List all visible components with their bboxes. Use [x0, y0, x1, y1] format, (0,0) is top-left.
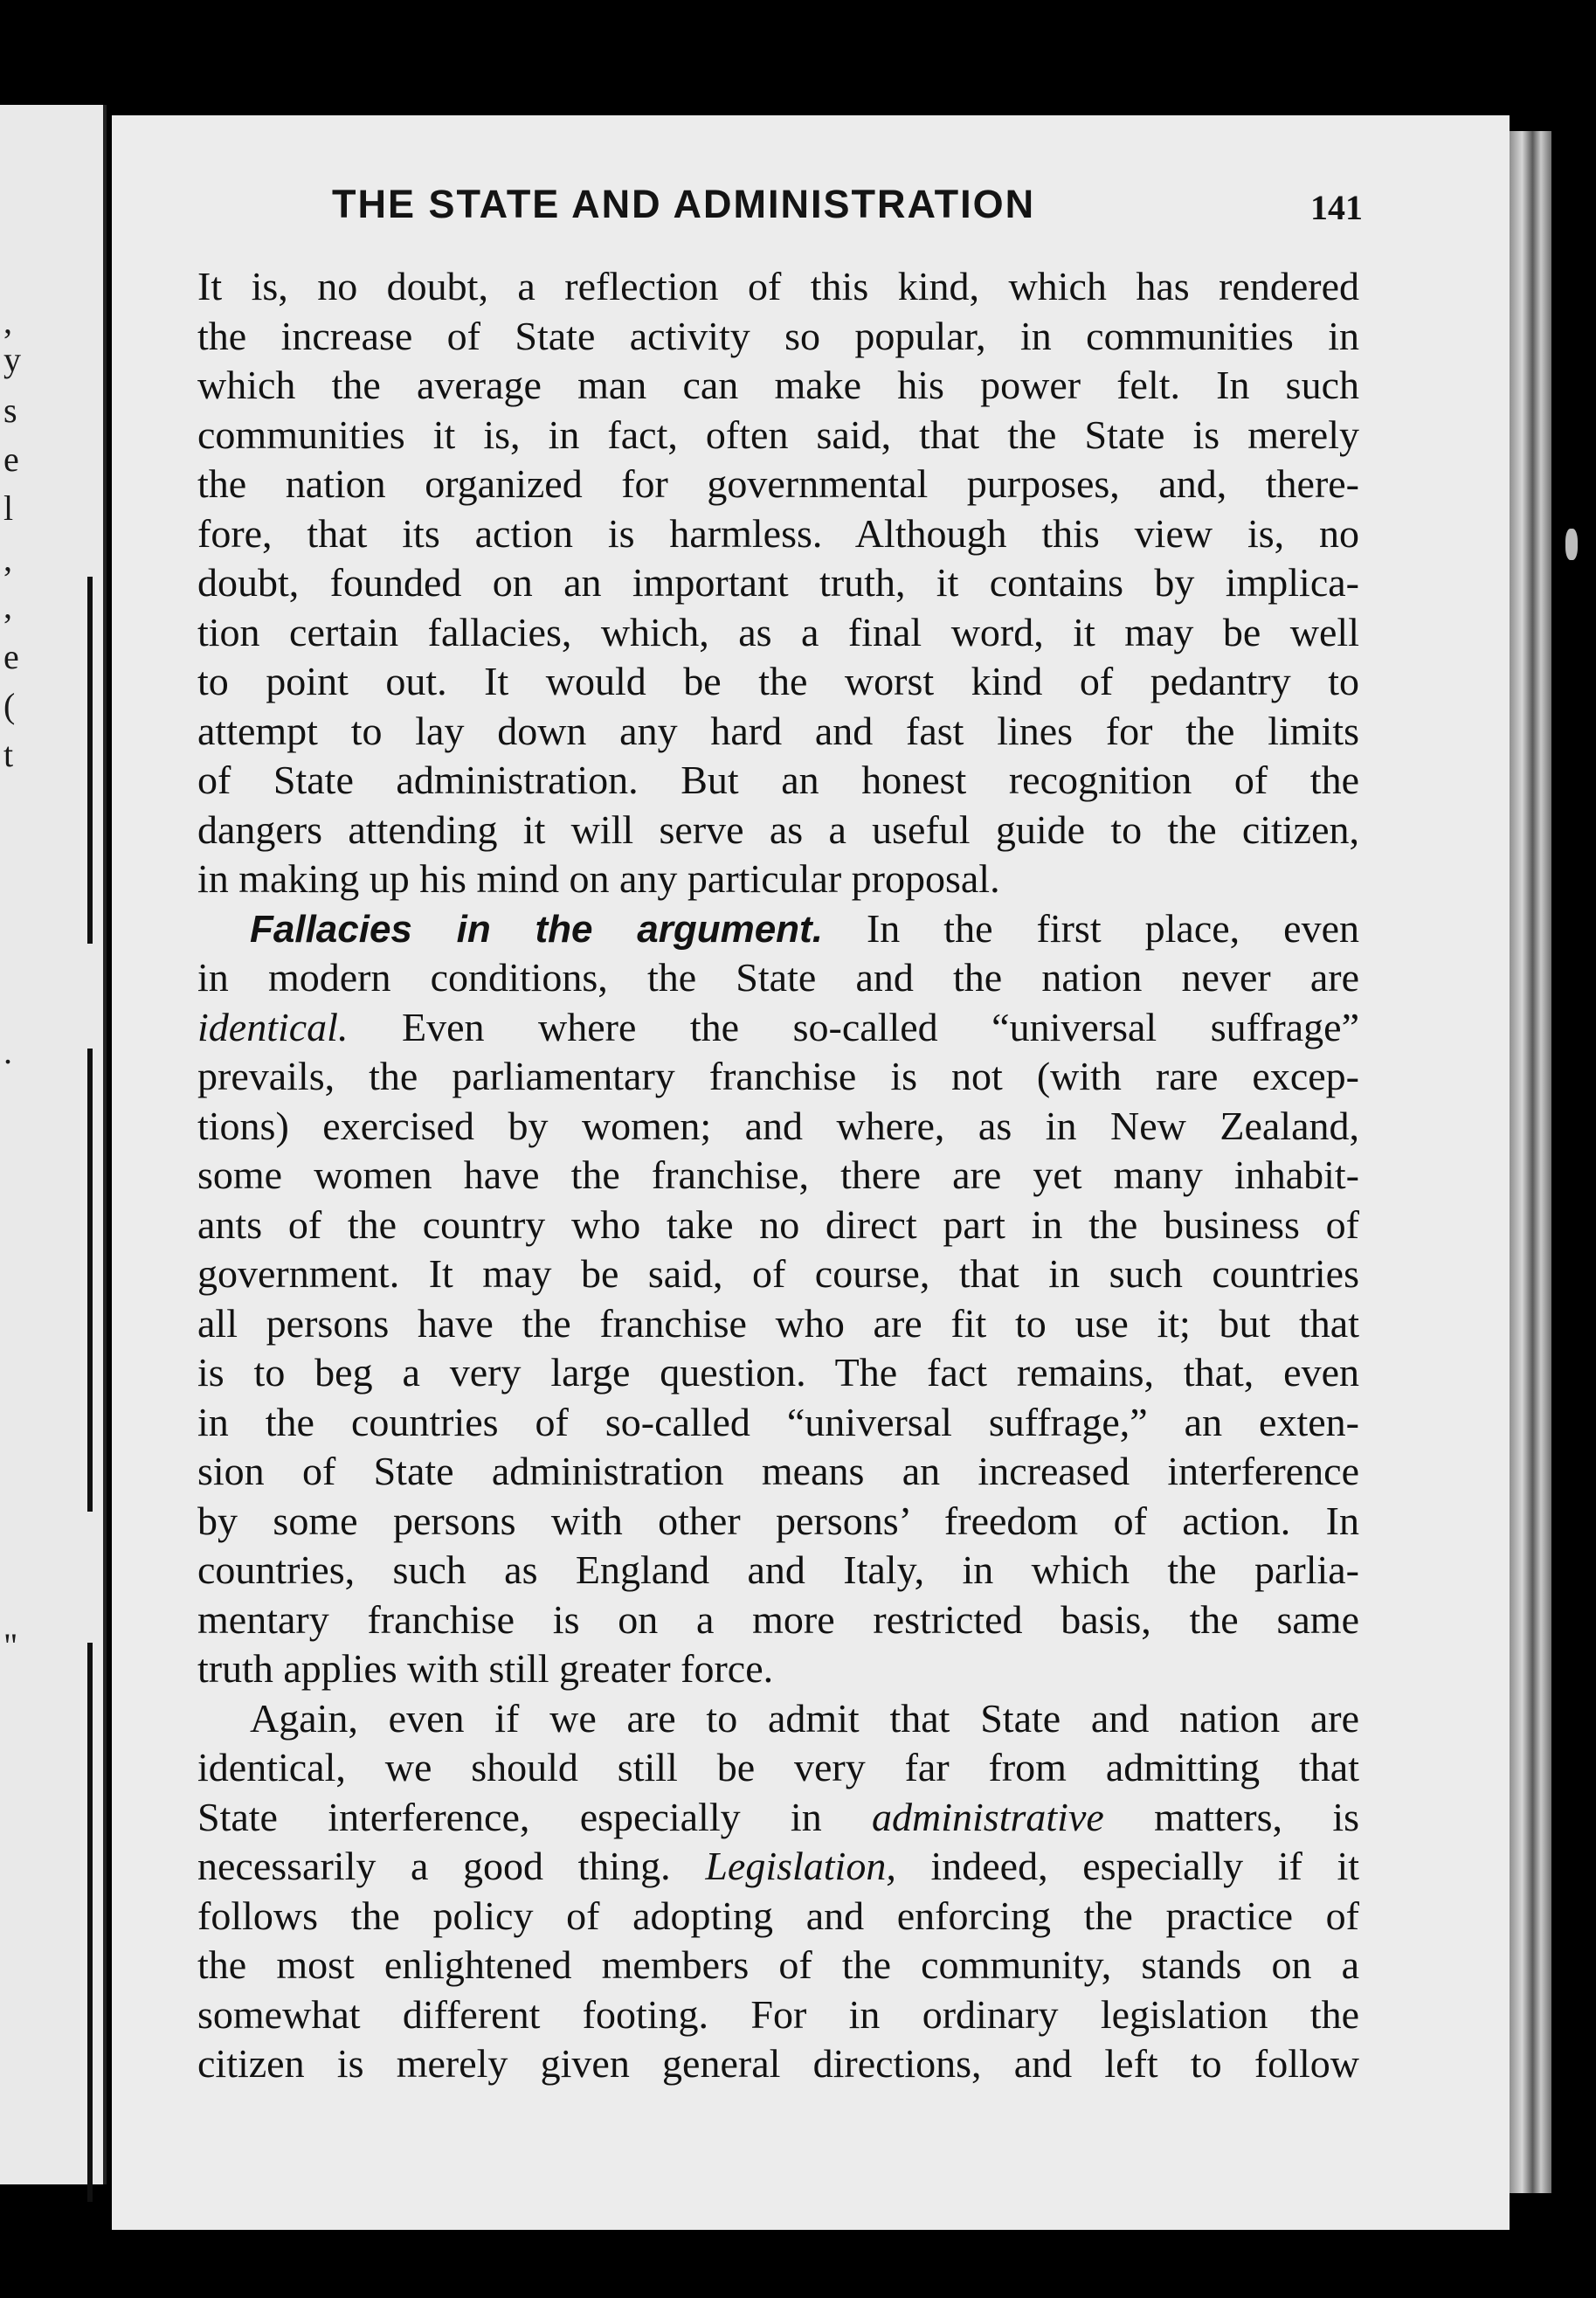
running-title: THE STATE AND ADMINISTRATION [332, 182, 1036, 226]
text-line: in modern conditions, the State and the nation never are [197, 955, 1359, 1000]
text-line: the increase of State activity so popular, in communities in [197, 313, 1359, 358]
text-line [197, 1003, 1359, 1053]
text-line: countries, such as England and Italy, in which the parlia- [197, 1547, 1359, 1592]
margin-fragment: , [3, 539, 12, 578]
text-line: tion certain fallacies, which, as a final word, it may be well [197, 609, 1359, 654]
margin-fragment: e [3, 637, 19, 676]
text-line: the nation organized for governmental purposes, and, there- [197, 461, 1359, 506]
page-number: 141 [1310, 188, 1363, 227]
previous-page-edge [0, 105, 107, 2184]
text-line: Again, even if we are to admit that State and nation are [250, 1695, 1359, 1741]
margin-fragment: . [3, 1032, 12, 1071]
margin-fragment: s [3, 391, 17, 430]
emphasis-text: administrative [872, 1794, 1104, 1839]
text-line: attempt to lay down any hard and fast lines for the limits [197, 708, 1359, 753]
margin-fragment: ( [3, 686, 16, 725]
text-run: matters, is [1154, 1794, 1359, 1839]
text-line: of State administration. But an honest recognition of the [197, 758, 1359, 802]
text-line: dangers attending it will serve as a useful guide to the citizen, [197, 806, 1359, 852]
body-text [197, 262, 1359, 2089]
margin-fragment: e [3, 440, 19, 479]
text-line: mentary franchise is on a more restricted basis, the same [197, 1596, 1359, 1642]
text-line: to point out. It would be the worst kind of pedantry to [197, 659, 1359, 703]
text-run: Even where the so-called “universal suffrage” [401, 1004, 1359, 1049]
text-line: sion of State administration means an increased interference [197, 1449, 1359, 1493]
text-line: government. It may be said, of course, that in such countries [197, 1251, 1359, 1296]
margin-fragment: y [3, 340, 21, 379]
text-line: fore, that its action is harmless. Although this view is, no [197, 510, 1359, 556]
text-line: prevails, the parliamentary franchise is not (with rare excep- [197, 1054, 1359, 1098]
margin-rule [87, 1643, 93, 2202]
text-line: communities it is, in fact, often said, that the State is merely [197, 412, 1359, 457]
text-line: tions) exercised by women; and where, as in New Zealand, [197, 1103, 1359, 1148]
text-line: in the countries of so-called “universal suffrage,” an exten- [197, 1399, 1359, 1444]
text-line: somewhat different footing. For in ordinary legislation the [197, 1991, 1359, 2037]
text-line: identical, we should still be very far from admitting that [197, 1745, 1359, 1789]
margin-rule [87, 1049, 93, 1512]
margin-fragment: , [3, 586, 12, 626]
scan-speck [1565, 529, 1578, 560]
text-line: in making up his mind on any particular proposal. [197, 856, 1000, 901]
emphasis-text: Legislation, [705, 1844, 896, 1888]
text-run: State interference, especially in [197, 1794, 822, 1839]
text-line: some women have the franchise, there are yet many inhabit- [197, 1152, 1359, 1197]
text-line: the most enlightened members of the community, stands on a [197, 1942, 1359, 1987]
running-header [332, 182, 1363, 234]
paragraph-3 [197, 1694, 1359, 2089]
margin-fragment: l [3, 488, 14, 528]
emphasis-text: identical. [197, 1004, 349, 1049]
text-line: which the average man can make his power felt. In such [197, 363, 1359, 407]
text-line: citizen is merely given general directions, and left to follow [197, 2041, 1359, 2086]
text-line [197, 1842, 1359, 1892]
margin-fragment: " [3, 1626, 18, 1665]
text-line: truth applies with still greater force. [197, 1646, 774, 1691]
text-line: It is, no doubt, a reflection of this kind, which has rendered [197, 264, 1359, 308]
text-line [197, 904, 1359, 954]
text-run: indeed, especially if it [930, 1844, 1360, 1888]
margin-fragment: t [3, 735, 14, 774]
text-line: follows the policy of adopting and enforcing the practice of [197, 1893, 1359, 1938]
text-line: ants of the country who take no direct part in the business of [197, 1201, 1359, 1247]
text-line [197, 1793, 1359, 1843]
paragraph-2 [197, 904, 1359, 1694]
margin-fragment: , [3, 301, 12, 341]
paragraph-1 [197, 262, 1359, 904]
margin-rule [87, 577, 93, 944]
text-run: In the first place, even [866, 905, 1360, 951]
page-stack-edge [1510, 131, 1551, 2193]
side-heading: Fallacies in the argument. [250, 907, 823, 951]
text-line: all persons have the franchise who are fit to use it; but that [197, 1300, 1359, 1346]
text-run: necessarily a good thing. [197, 1844, 671, 1888]
text-line: is to beg a very large question. The fact remains, that, even [197, 1350, 1359, 1395]
text-line: doubt, founded on an important truth, it contains by implica- [197, 560, 1359, 605]
text-line: by some persons with other persons’ freedom of action. In [197, 1498, 1359, 1543]
